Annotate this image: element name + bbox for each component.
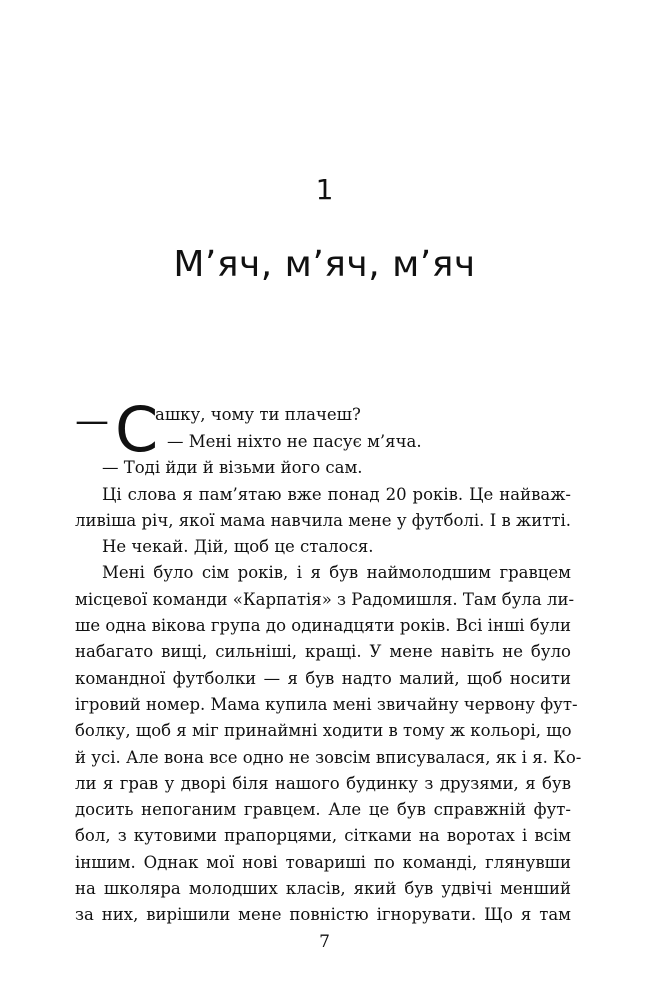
- text-line: місцевої команди «Карпатія» з Радомишля. Там була ли-: [75, 589, 575, 609]
- text-line: й усі. Але вона все одно не зовсім вписувалася, як і я. Ко-: [75, 747, 582, 767]
- text-line: ше одна вікова група до одинадцяти років. Всі інші були: [75, 616, 571, 636]
- text-line: ли я грав у дворі біля нашого будинку з друзями, я був: [75, 773, 571, 793]
- page-number: 7: [319, 932, 330, 952]
- text-line: на школяра молодших класів, який був удвічі менший: [75, 879, 571, 899]
- opening-line-text: ашку, чому ти плачеш?: [155, 405, 361, 424]
- opening-dash: —: [75, 401, 109, 441]
- text-line: командної футболки — я був надто малий, щоб носити: [75, 668, 571, 688]
- text-line: за них, вирішили мене повністю ігнорувати. Що я там: [75, 905, 571, 925]
- text-line: Не чекай. Дій, щоб це сталося.: [102, 537, 374, 557]
- text-line: іншим. Однак мої нові товариші по команді, глянувши: [75, 852, 571, 872]
- text-line: набагато вищі, сильніші, кращі. У мене навіть не було: [75, 642, 571, 662]
- dialogue-line: — Мені ніхто не пасує м’яча.: [167, 432, 422, 451]
- text-line: ливіша річ, якої мама навчила мене у футболі. І в житті.: [75, 510, 571, 530]
- chapter-number: 1: [315, 173, 334, 206]
- chapter-body: [75, 393, 582, 929]
- drop-cap: С: [115, 393, 159, 466]
- chapter-title: М’яч, м’яч, м’яч: [173, 244, 476, 285]
- text-line: Мені було сім років, і я був наймолодшим гравцем: [102, 563, 571, 583]
- text-line: болку, щоб я міг принаймні ходити в тому ж кольорі, що: [75, 721, 572, 741]
- text-line: — Тоді йди й візьми його сам.: [102, 458, 363, 478]
- text-line: досить непоганим гравцем. Але це був справжній фут-: [75, 800, 571, 820]
- text-line: бол, з кутовими прапорцями, сітками на воротах і всім: [75, 826, 571, 846]
- text-line: Ці слова я пам’ятаю вже понад 20 років. Це найваж-: [102, 484, 571, 504]
- text-line: ігровий номер. Мама купила мені звичайну червону фут-: [75, 694, 578, 714]
